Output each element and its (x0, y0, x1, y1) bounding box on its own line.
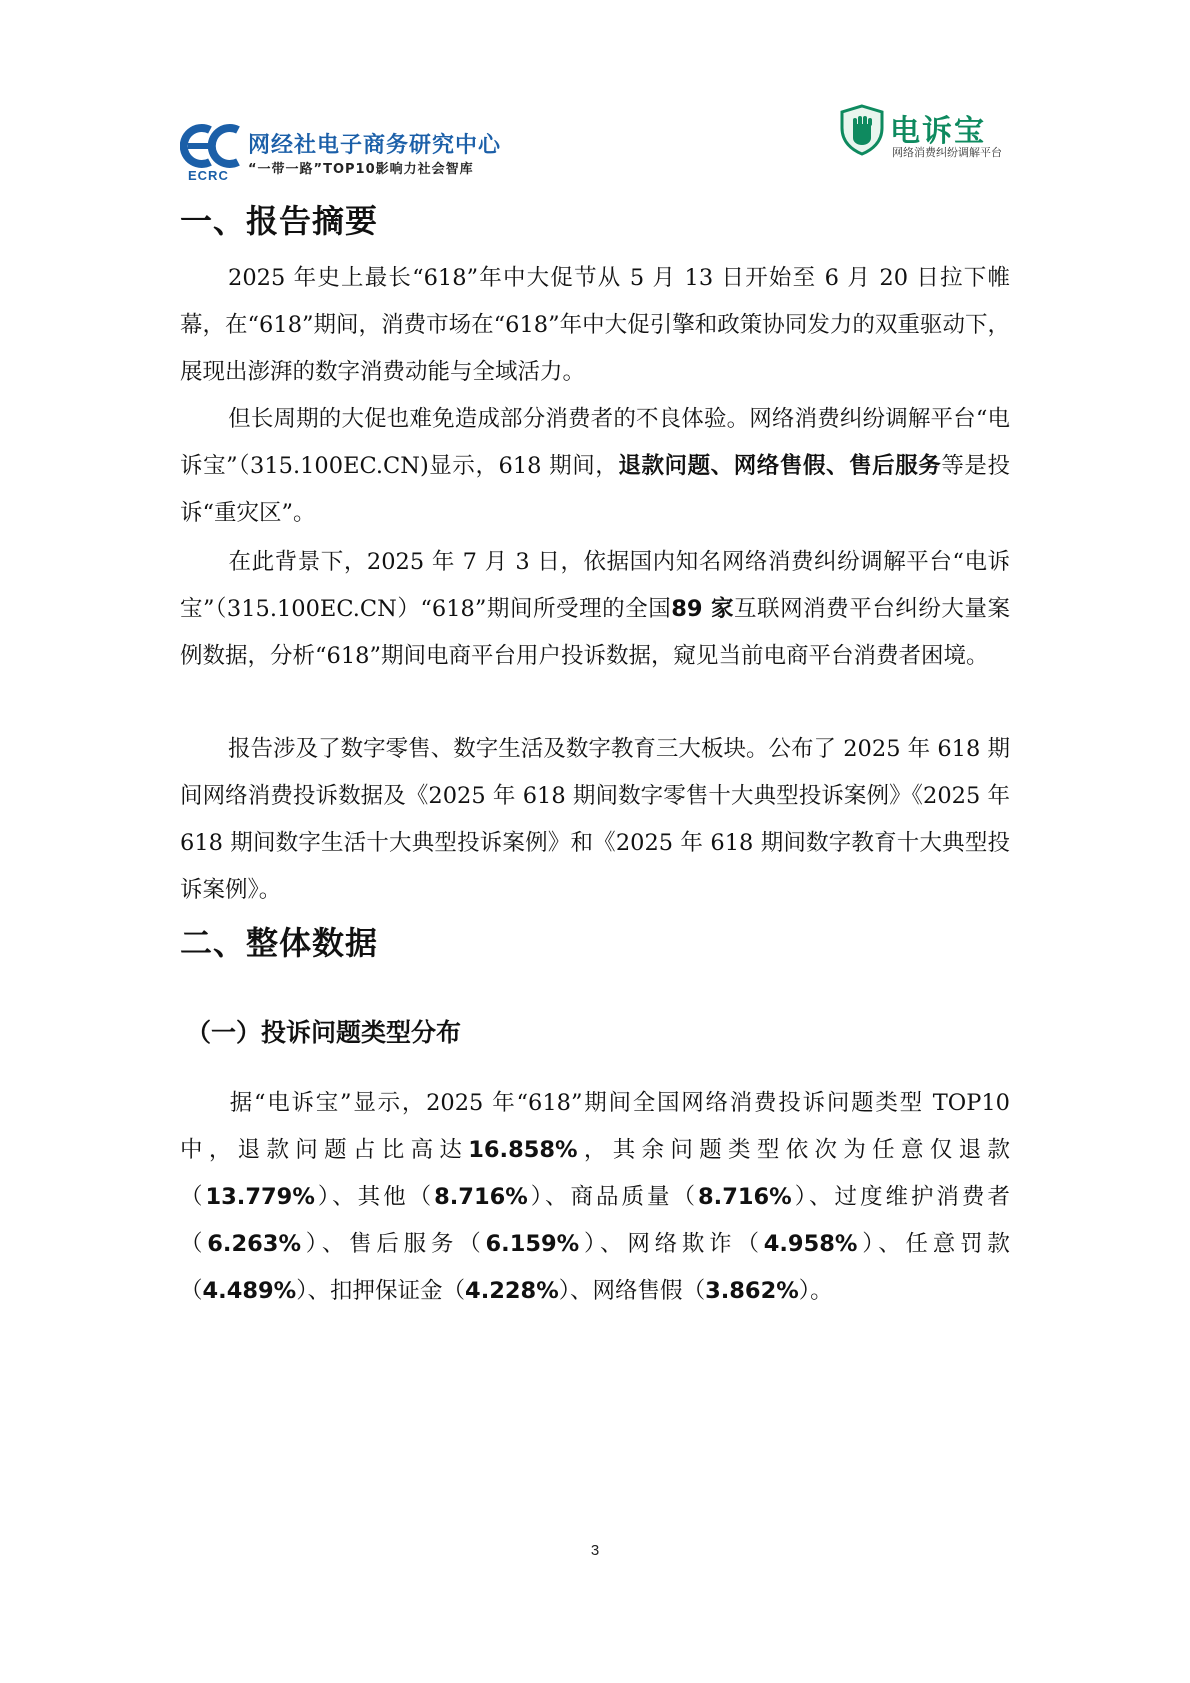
complaint-types-paragraph: 据“电诉宝”显示，2025 年“618”期间全国网络消费投诉问题类型 TOP10 中，退款问题占比高达16.858%，其余问题类型依次为任意仅退款（13.779%）、其他（8.716%）、商品质量（8.716%）、过度维护消费者（6.263%）、售后服务（6.159%）、网络欺诈（4.958%）、任意罚款（4.489%）、扣押保证金（4.228%）、网络售假（3.862%）。 (180, 1090, 1010, 1304)
complaint-type-name: 任意仅退款 (872, 1137, 1010, 1163)
complaint-type-value: 3.862% (705, 1278, 799, 1304)
summary-paragraph-4: 报告涉及了数字零售、数字生活及数字教育三大板块。公布了 2025 年 618 期间网络消费投诉数据及《2025 年 618 期间数字零售十大典型投诉案例》《2025 年 618 期间数字生活十大典型投诉案例》和《2025 年 618 期间数字教育十大典型投诉案例》。 (180, 736, 1010, 903)
ecrc-slogan: “一带一路”TOP10影响力社会智库 (248, 162, 474, 177)
complaint-type-list: 任意仅退款（13.779%）、其他（8.716%）、商品质量（8.716%）、过度维护消费者（6.263%）、售后服务（6.159%）、网络欺诈（4.958%）、任意罚款（4.489%）、扣押保证金（4.228%）、网络售假（3.862%） (180, 1137, 1010, 1304)
dsb-brand-name: 电诉宝 (890, 114, 986, 149)
complaint-type-value: 4.489% (202, 1278, 297, 1304)
complaint-type-value: 6.159% (485, 1231, 580, 1257)
complaint-type-name: 网络售假 (592, 1278, 683, 1304)
subsection-title-complaint-types: （一）投诉问题类型分布 (186, 1018, 462, 1047)
complaint-type-name: 商品质量 (570, 1184, 673, 1210)
shield-fist-icon (840, 104, 884, 156)
complaint-type-name: 售后服务 (349, 1231, 459, 1257)
ecrc-abbr: ECRC (188, 168, 229, 183)
complaint-type-name: 扣押保证金 (330, 1278, 443, 1304)
complaint-type-value: 6.263% (207, 1231, 301, 1257)
ecrc-brand-name: 网经社电子商务研究中心 (248, 133, 502, 158)
highlight-complaint-areas: 退款问题、网络售假、售后服务 (618, 453, 942, 479)
complaint-type-name: 任意罚款 (905, 1231, 1010, 1257)
complaint-type-value: 4.228% (465, 1278, 559, 1304)
complaint-type-name: 网络欺诈 (627, 1231, 737, 1257)
summary-paragraph-3: 在此背景下，2025 年 7 月 3 日，依据国内知名网络消费纠纷调解平台“电诉宝”（315.100EC.CN）“618”期间所受理的全国89 家互联网消费平台纠纷大量案例数据，分析“618”期间电商平台用户投诉数据，窥见当前电商平台消费者困境。 (180, 549, 1010, 669)
dsb-subtitle: 网络消费纠纷调解平台 (892, 146, 1002, 159)
complaint-type-value: 13.779% (205, 1184, 315, 1210)
summary-paragraph-2: 但长周期的大促也难免造成部分消费者的不良体验。网络消费纠纷调解平台“电诉宝”（315.100EC.CN)显示，618 期间，退款问题、网络售假、售后服务等是投诉“重灾区”。 (180, 406, 1010, 526)
summary-paragraph-1: 2025 年史上最长“618”年中大促节从 5 月 13 日开始至 6 月 20 日拉下帷幕，在“618”期间，消费市场在“618”年中大促引擎和政策协同发力的双重驱动下，展现出澎湃的数字消费动能与全域活力。 (180, 265, 1010, 385)
page-number: 3 (590, 1542, 600, 1559)
complaint-type-name: 其他 (357, 1184, 409, 1210)
complaint-type-value: 4.958% (763, 1231, 858, 1257)
complaint-type-value: 8.716% (434, 1184, 528, 1210)
dsb-logo (840, 104, 1010, 164)
ec-logo-icon (180, 122, 244, 174)
ecrc-logo (180, 122, 510, 186)
top-complaint-value: 16.858% (468, 1137, 578, 1163)
complaint-type-value: 8.716% (698, 1184, 792, 1210)
section-title-overall-data: 二、整体数据 (180, 924, 379, 962)
highlight-platform-count: 89 家 (671, 596, 734, 622)
complaint-type-name: 过度维护消费者 (834, 1184, 1010, 1210)
section-title-summary: 一、报告摘要 (180, 202, 379, 240)
